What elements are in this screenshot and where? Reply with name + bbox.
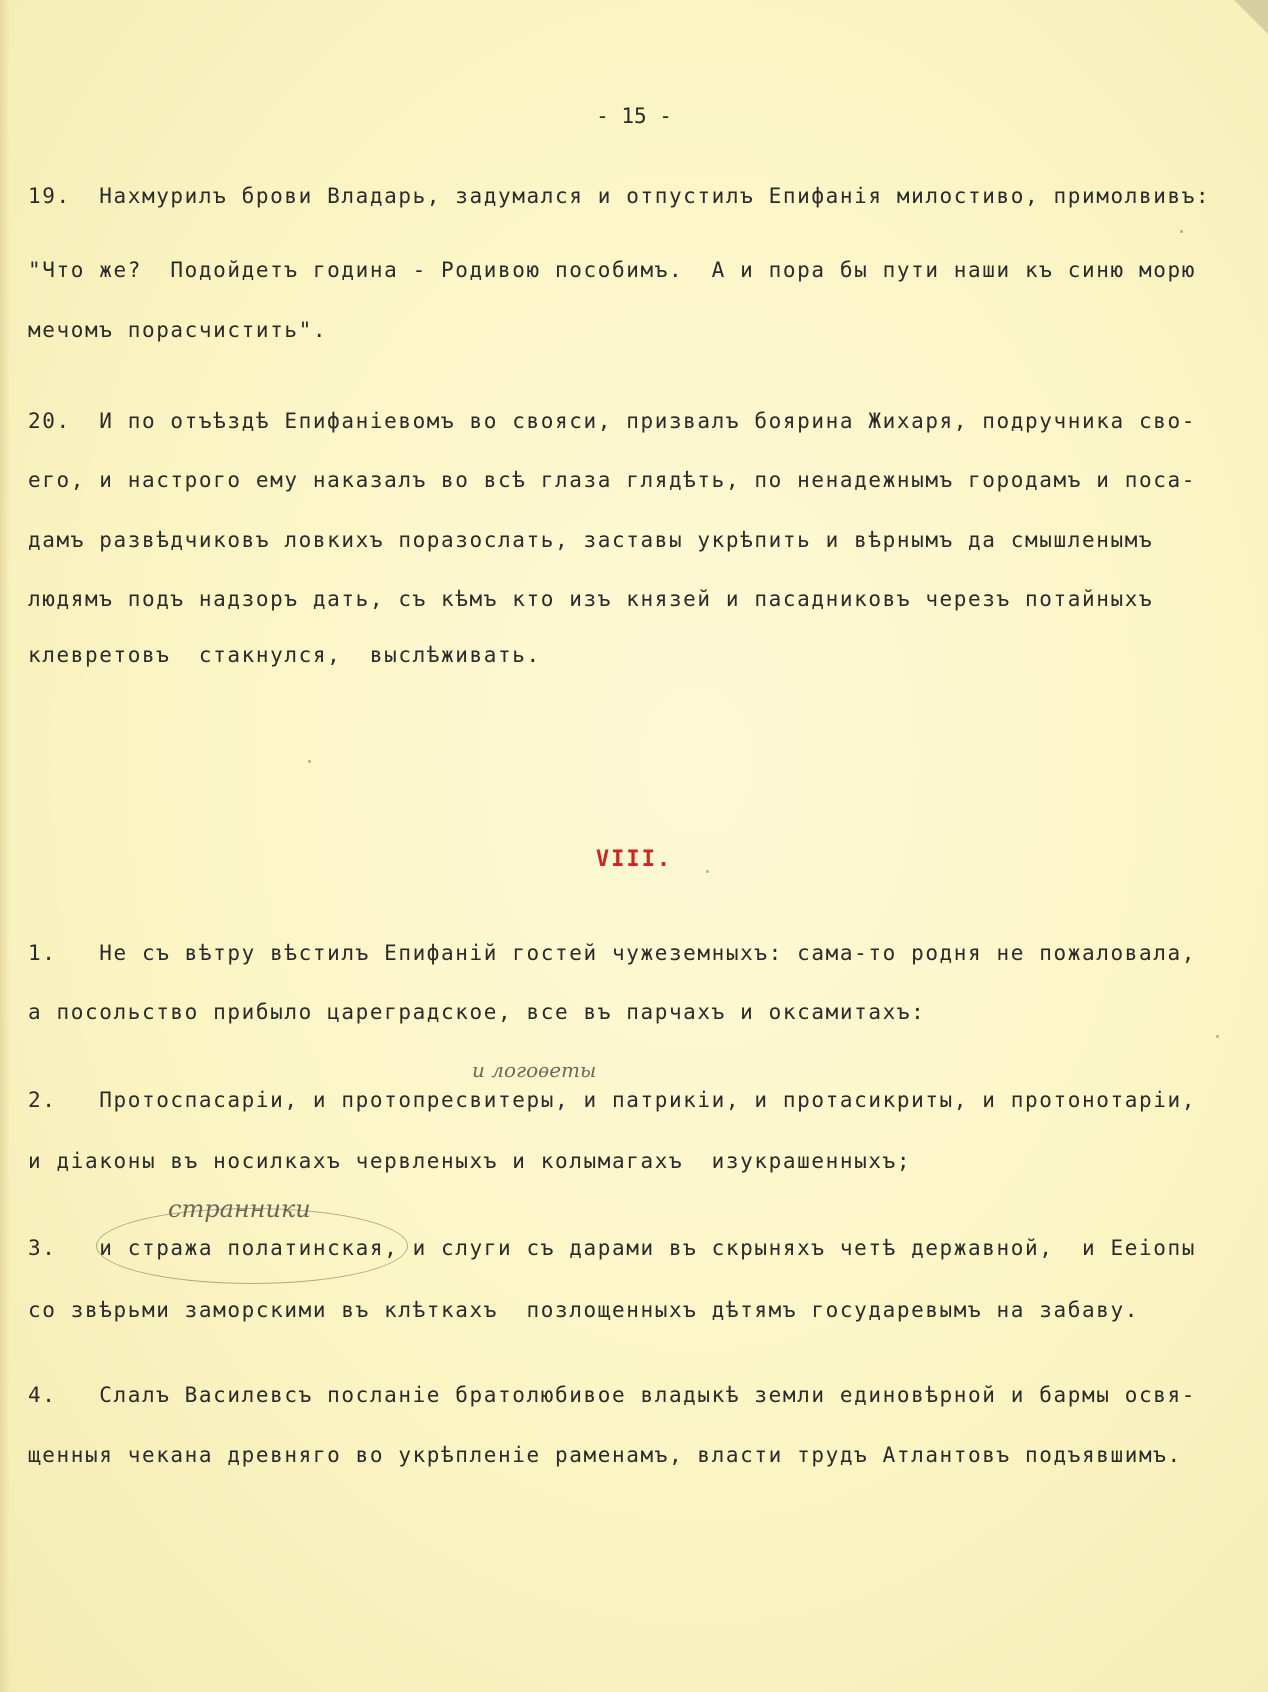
- text-line-7: людямъ подъ надзоръ дать, съ кѣмъ кто изъ князей и пасадниковъ черезъ потайныхъ: [28, 587, 1154, 611]
- text-line-3: мечомъ порасчистить".: [28, 318, 328, 342]
- text-line-14: со звѣрьми заморскими въ клѣткахъ позлощенныхъ дѣтямъ государевымъ на забаву.: [28, 1298, 1139, 1322]
- text-line-8: клевретовъ стакнулся, выслѣживать.: [28, 643, 541, 667]
- page-number: - 15 -: [596, 104, 672, 128]
- text-line-12: и діаконы въ носилкахъ червленыхъ и колымагахъ изукрашенныхъ;: [28, 1149, 912, 1173]
- paper-speck: [1216, 1035, 1219, 1038]
- handwritten-note-logothetes: и логоѳеты: [472, 1058, 597, 1082]
- text-line-9: 1. Не съ вѣтру вѣстилъ Епифаній гостей чужеземныхъ: сама-то родня не пожаловала,: [28, 941, 1196, 965]
- handwritten-note-stranniki: странники: [168, 1195, 311, 1223]
- text-line-16: щенныя чекана древняго во укрѣпленіе раменамъ, власти трудъ Атлантовъ подъявшимъ.: [28, 1443, 1182, 1467]
- text-line-15: 4. Слалъ Василевсъ посланіе братолюбивое владыкѣ земли единовѣрной и бармы освя-: [28, 1383, 1196, 1407]
- text-line-2: "Что же? Подойдетъ година - Родивою пособимъ. А и пора бы пути наши къ синю морю: [28, 258, 1196, 282]
- paper-speck: [308, 760, 311, 763]
- page-left-edge: [0, 0, 10, 1692]
- text-line-4: 20. И по отъѣздѣ Епифаніевомъ во свояси, призвалъ боярина Жихаря, подручника сво-: [28, 409, 1196, 433]
- page-corner-fold: [1234, 0, 1268, 34]
- text-line-6: дамъ развѣдчиковъ ловкихъ поразослать, заставы укрѣпить и вѣрнымъ да смышленымъ: [28, 528, 1154, 552]
- text-line-1: 19. Нахмурилъ брови Владарь, задумался и отпустилъ Епифанія милостиво, примолвивъ:: [28, 184, 1211, 208]
- section-heading: VIII.: [595, 847, 673, 872]
- text-line-10: а посольство прибыло цареградское, все въ парчахъ и оксамитахъ:: [28, 1000, 926, 1024]
- text-line-5: его, и настрого ему наказалъ во всѣ глаза глядѣть, по ненадежнымъ городамъ и поса-: [28, 468, 1196, 492]
- paper-speck: [706, 870, 709, 873]
- paper-speck: [1180, 230, 1183, 233]
- text-line-11: 2. Протоспасаріи, и протопресвитеры, и патрикіи, и протасикриты, и протонотаріи,: [28, 1088, 1196, 1112]
- text-line-13: 3. и стража полатинская, и слуги съ дарами въ скрыняхъ четѣ державной, и Ееіопы: [28, 1236, 1196, 1260]
